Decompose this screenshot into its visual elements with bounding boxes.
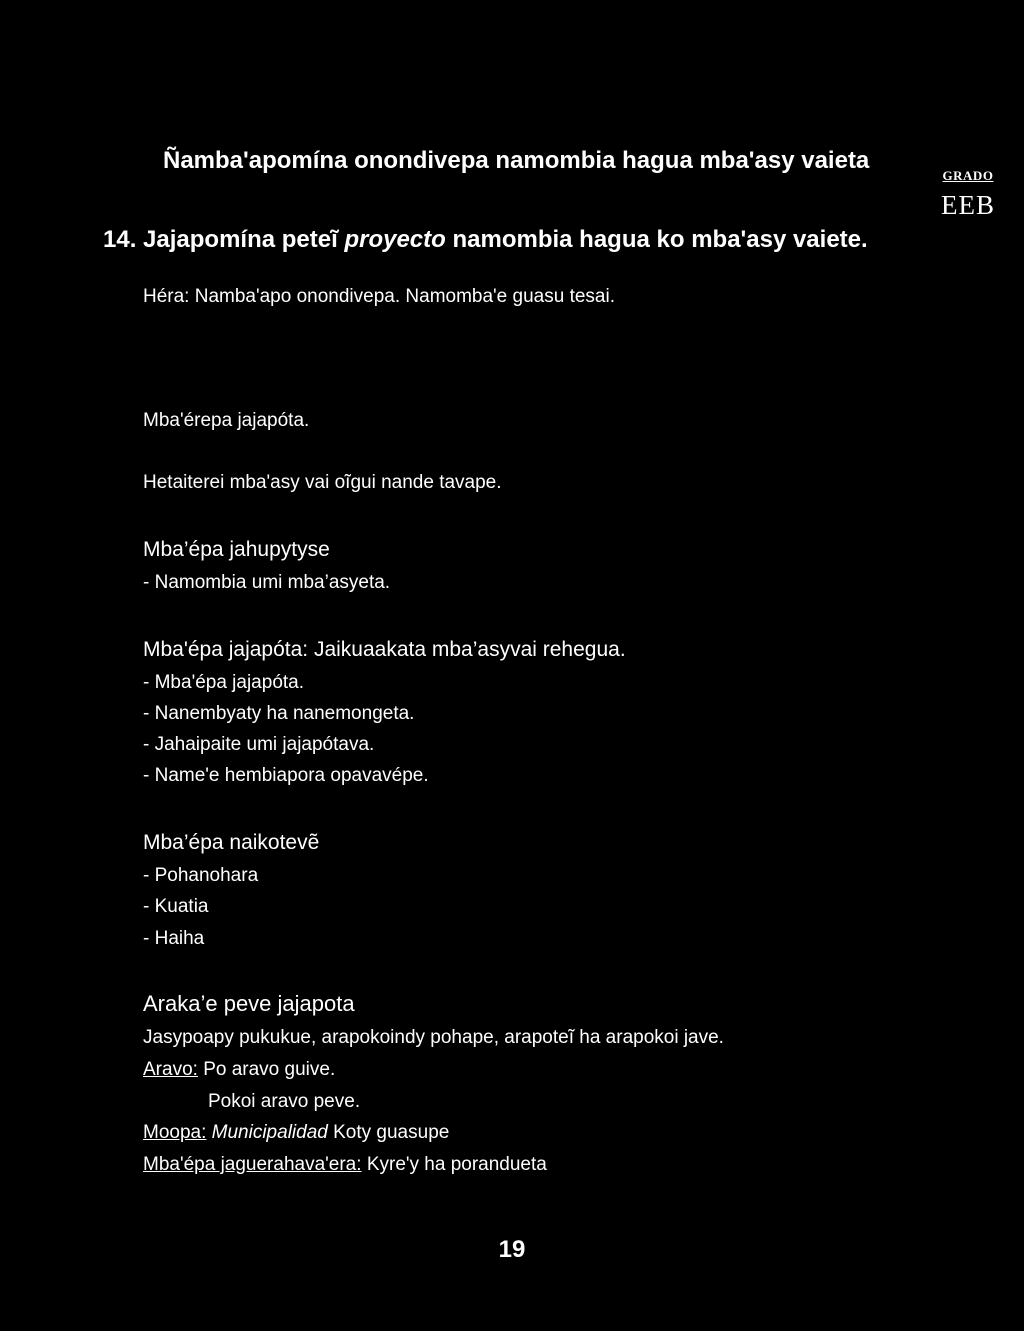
actions-item: - Nanembyaty ha nanemongeta.: [143, 703, 415, 724]
section-title: Ñamba'apomína onondivepa namombia hagua mba'asy vaieta: [163, 147, 870, 174]
needs-item: - Haiha: [143, 928, 205, 949]
tools-label: Mba'épa jaguerahava'era:: [143, 1154, 362, 1175]
where-label: Moopa:: [143, 1122, 207, 1143]
needs-heading: Mba’épa naikotevẽ: [143, 831, 320, 854]
where-value: Koty guasupe: [333, 1122, 450, 1143]
needs-item: - Kuatia: [143, 896, 209, 917]
actions-item: - Mba'épa jajapóta.: [143, 672, 305, 693]
actions-heading: Mba'épa jajapóta: Jaikuaakata mba’asyvai rehegua.: [143, 638, 626, 661]
where-italic: Municipalidad: [211, 1122, 328, 1143]
when-value-2: Pokoi aravo peve.: [208, 1091, 361, 1112]
tools-value: Kyre'y ha porandueta: [366, 1154, 547, 1175]
question-text-post: namombia hagua ko mba'asy vaiete.: [445, 226, 868, 253]
grade-label: GRADO: [942, 168, 994, 183]
needs-item: - Pohanohara: [143, 865, 259, 886]
question-text-italic: proyecto: [344, 226, 446, 253]
how-heading: Araka’e peve jajapota: [143, 991, 355, 1016]
instructions: Héra: Namba'apo onondivepa. Namomba'e guasu tesai.: [143, 286, 615, 307]
purpose-item: - Namombia umi mba’asyeta.: [143, 572, 391, 593]
grade-value: EEB: [941, 190, 995, 220]
when-value: Po aravo guive.: [203, 1059, 336, 1080]
grade-badge: [928, 168, 1008, 221]
when-row: [143, 1059, 335, 1081]
when-label: Aravo:: [143, 1059, 198, 1080]
question-text-pre: Jajapomína peteĩ: [143, 226, 345, 253]
intro-text: Hetaiterei mba'asy vai oĩgui nande tavape.: [143, 472, 502, 493]
tools-row: [143, 1154, 547, 1176]
question-number: 14.: [103, 226, 137, 253]
where-row: [143, 1122, 449, 1144]
how-text: Jasypoapy pukukue, arapokoindy pohape, arapoteĩ ha arapokoi jave.: [143, 1027, 724, 1048]
intro-heading: Mba'érepa jajapóta.: [143, 410, 310, 431]
actions-item: - Jahaipaite umi jajapótava.: [143, 734, 375, 755]
page-number: 19: [498, 1236, 526, 1263]
actions-item: - Name'e hembiapora opavavépe.: [143, 765, 429, 786]
question-14: [103, 226, 868, 254]
purpose-heading: Mba’épa jahupytyse: [143, 538, 330, 561]
